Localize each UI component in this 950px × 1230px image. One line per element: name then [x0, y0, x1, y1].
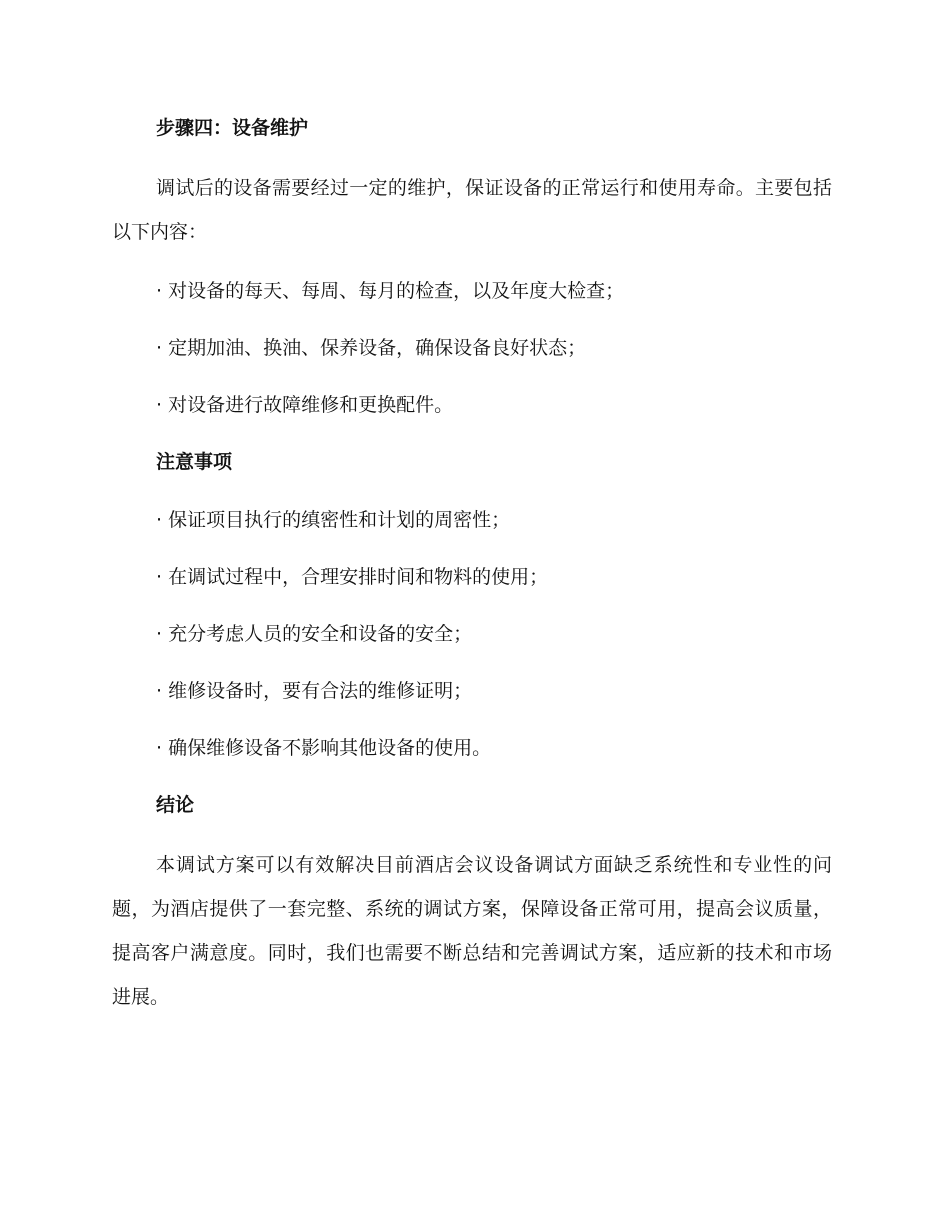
list-item: · 保证项目执行的缜密性和计划的周密性；	[156, 509, 511, 531]
list-item: · 对设备的每天、每周、每月的检查，以及年度大检查；	[156, 280, 625, 302]
document-content	[112, 108, 832, 1019]
paragraph-maintenance-intro: 调试后的设备需要经过一定的维护，保证设备的正常运行和使用寿命。主要包括以下内容：	[112, 177, 832, 243]
heading-conclusion: 结论	[156, 794, 195, 816]
list-item: · 对设备进行故障维修和更换配件。	[156, 394, 454, 416]
heading-notes: 注意事项	[156, 451, 233, 473]
paragraph-conclusion: 本调试方案可以有效解决目前酒店会议设备调试方面缺乏系统性和专业性的问题，为酒店提供了一套完整、系统的调试方案，保障设备正常可用，提高会议质量，提高客户满意度。同时，我们也需要不断总结和完善调试方案，适应新的技术和市场进展。	[112, 854, 832, 1008]
list-item: · 定期加油、换油、保养设备，确保设备良好状态；	[156, 337, 587, 359]
list-item: · 维修设备时，要有合法的维修证明；	[156, 680, 473, 702]
heading-maintenance: 步骤四：设备维护	[156, 117, 309, 139]
list-item: · 在调试过程中，合理安排时间和物料的使用；	[156, 566, 549, 588]
list-item: · 充分考虑人员的安全和设备的安全；	[156, 623, 473, 645]
list-item: · 确保维修设备不影响其他设备的使用。	[156, 737, 492, 759]
